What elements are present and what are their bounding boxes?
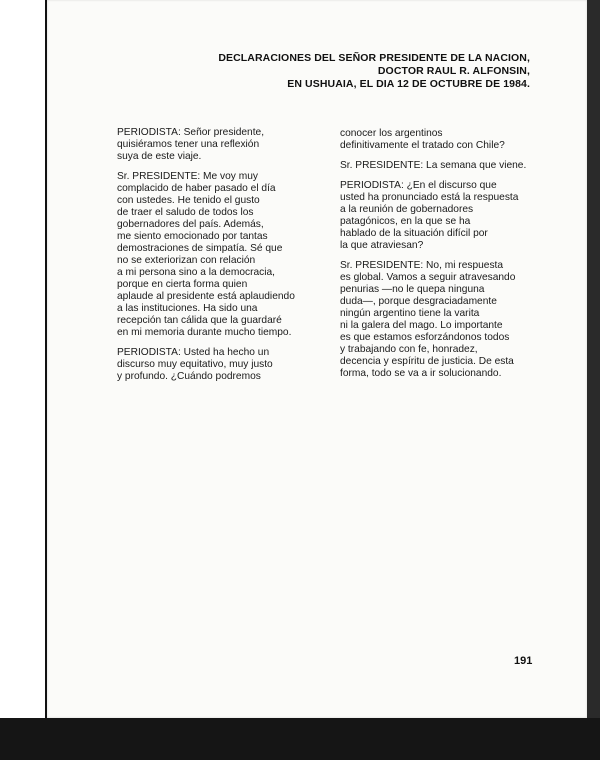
paragraph: conocer los argentinos definitivamente el tratado con Chile? bbox=[340, 128, 505, 151]
paragraph: PERIODISTA: ¿En el discurso que usted ha pronunciado está la respuesta a la reunión de gobernadores patagónicos, en la que se ha hablado de la situación difícil por la que atraviesan? bbox=[340, 180, 519, 251]
right-text-column bbox=[340, 128, 550, 388]
header-line-2: DOCTOR RAUL R. ALFONSIN, bbox=[377, 65, 530, 77]
header-line-3: EN USHUAIA, EL DIA 12 DE OCTUBRE DE 1984. bbox=[287, 78, 530, 90]
left-text-column bbox=[117, 127, 317, 391]
scan-bottom-edge bbox=[0, 718, 600, 760]
header-line-1: DECLARACIONES DEL SEÑOR PRESIDENTE DE LA NACION, bbox=[218, 52, 530, 64]
paragraph: Sr. PRESIDENTE: Me voy muy complacido de haber pasado el día con ustedes. He tenido el gusto de traer el saludo de todos los gobernadores del país. Además, me siento emocionado por tantas demostraciones de simpatía. Sé que no se exteriorizan con relación a mi persona sino a la democracia, porque en cierta forma quien aplaude al presidente está aplaudiendo a las instituciones. Ha sido una recepción tan cálida que la guardaré en mi memoria durante mucho tiempo. bbox=[117, 171, 295, 338]
paragraph: Sr. PRESIDENTE: La semana que viene. bbox=[340, 160, 527, 171]
paragraph: PERIODISTA: Señor presidente, quisiéramos tener una reflexión suya de este viaje. bbox=[117, 127, 265, 162]
paragraph: Sr. PRESIDENTE: No, mi respuesta es global. Vamos a seguir atravesando penurias —no le quepa ninguna duda—, porque desgraciadamente ningún argentino tiene la varita ni la galera del mago. Lo importante es que estamos esforzándonos todos y trabajando con fe, honradez, decencia y espíritu de justicia. De esta forma, todo se va a ir solucionando. bbox=[340, 260, 516, 379]
scan-right-edge bbox=[587, 0, 600, 760]
scan-left-margin bbox=[0, 0, 47, 760]
page-number: 191 bbox=[514, 655, 533, 667]
document-header bbox=[218, 52, 530, 91]
paragraph: PERIODISTA: Usted ha hecho un discurso muy equitativo, muy justo y profundo. ¿Cuándo podremos bbox=[117, 347, 273, 382]
